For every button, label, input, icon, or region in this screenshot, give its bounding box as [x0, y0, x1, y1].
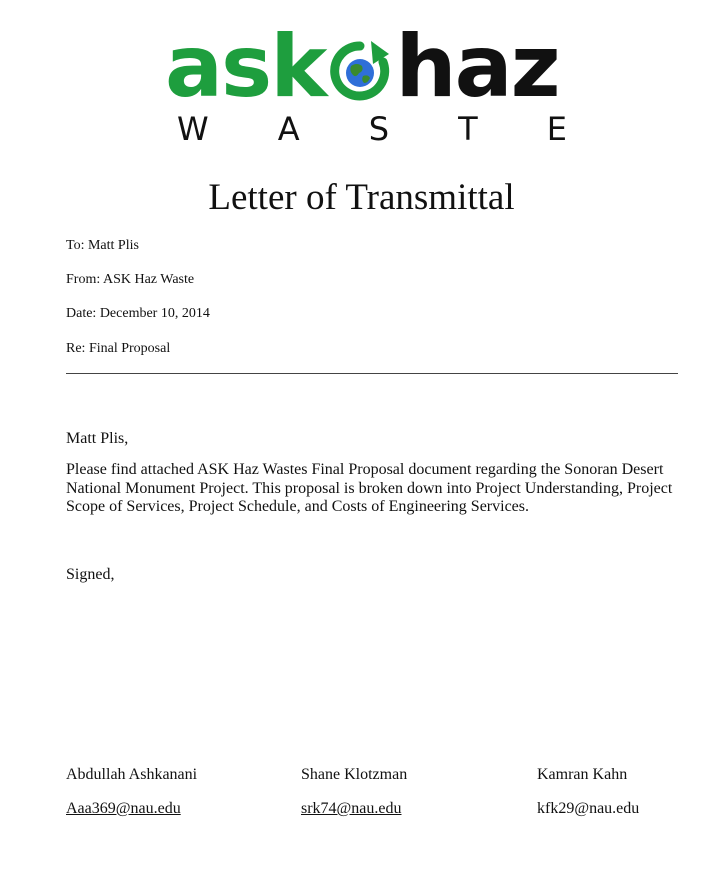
company-logo	[165, 17, 575, 148]
logo-letter: S	[368, 110, 390, 148]
recycling-globe-icon	[329, 40, 391, 102]
logo-letter: T	[458, 110, 478, 148]
closing: Signed,	[66, 566, 115, 583]
divider	[66, 373, 678, 374]
signatory-email-link[interactable]: srk74@nau.edu	[301, 800, 402, 817]
letter-body: Please find attached ASK Haz Wastes Final Proposal document regarding the Sonoran Desert National Monument Project. This proposal is broken down into Project Understanding, Project Scope of Services, Project Schedule, and Costs of Engineering Services.	[66, 461, 673, 515]
to-line: To: Matt Plis	[66, 238, 139, 253]
logo-wordmark	[165, 17, 559, 117]
signatory-email-link[interactable]: Aaa369@nau.edu	[66, 800, 181, 817]
salutation: Matt Plis,	[66, 430, 129, 447]
logo-letter: E	[546, 110, 567, 148]
signatory-name: Kamran Kahn	[537, 766, 628, 783]
signatory-name: Shane Klotzman	[301, 766, 408, 783]
logo-word-left: ask	[165, 17, 326, 117]
page-title: Letter of Transmittal	[208, 177, 515, 218]
date-line: Date: December 10, 2014	[66, 306, 210, 321]
re-line: Re: Final Proposal	[66, 341, 171, 356]
logo-letter: A	[277, 110, 300, 148]
logo-letter: W	[177, 110, 209, 148]
from-line: From: ASK Haz Waste	[66, 272, 195, 287]
logo-word-right: haz	[395, 17, 559, 117]
signatory-name: Abdullah Ashkanani	[66, 766, 198, 783]
signatory-email: kfk29@nau.edu	[537, 800, 640, 817]
logo-subword	[177, 112, 567, 146]
